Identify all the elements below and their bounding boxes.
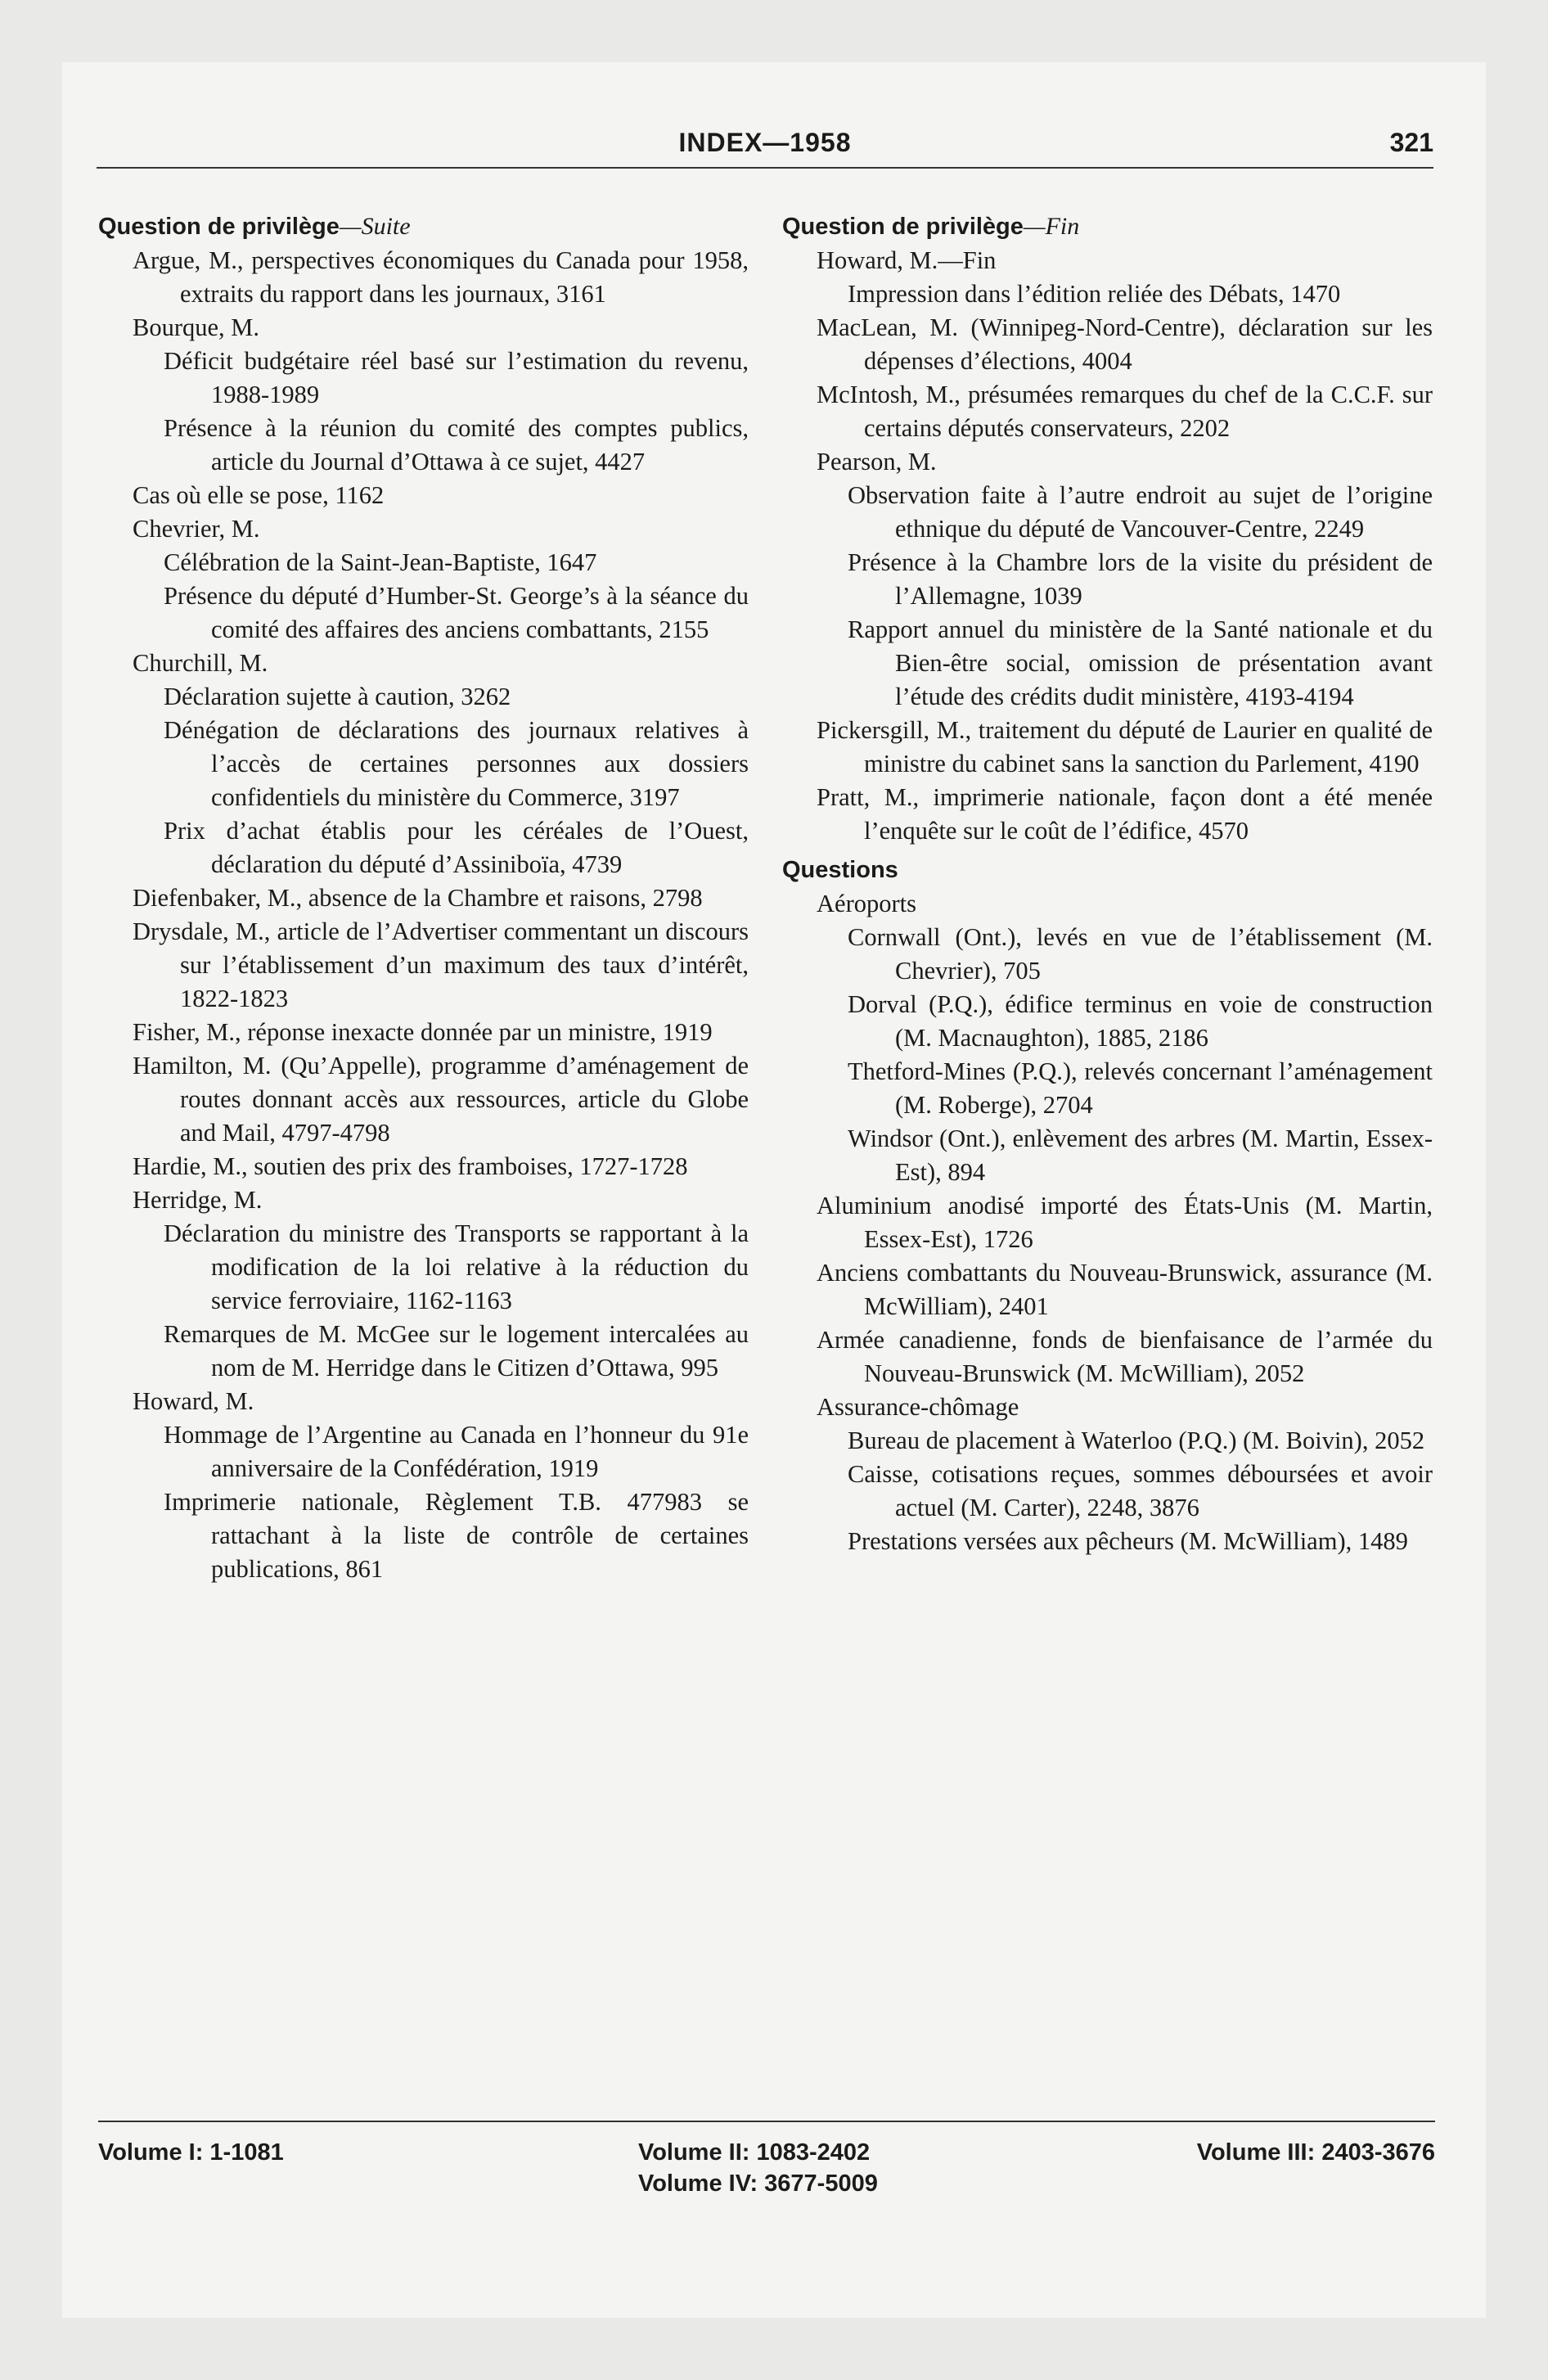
left-column: [98, 210, 749, 1586]
heading-text: Question de privilège: [782, 214, 1024, 240]
index-entry: McIntosh, M., présumées remarques du chef de la C.C.F. sur certains députés conservateurs, 2202: [817, 381, 1433, 442]
volume-footer: [98, 2121, 1435, 2197]
index-entry: Pratt, M., imprimerie nationale, façon dont a été menée l’enquête sur le coût de l’édifice, 4570: [817, 783, 1433, 845]
index-entry: Fisher, M., réponse inexacte donnée par un ministre, 1919: [133, 1018, 713, 1046]
heading-suffix: —Fin: [1023, 213, 1080, 240]
left-entries: [98, 244, 749, 1586]
volume-3: Volume III: 2403-3676: [1196, 2139, 1435, 2166]
index-entry: Anciens combattants du Nouveau-Brunswick, assurance (M. McWilliam), 2401: [817, 1259, 1433, 1320]
index-entry: Windsor (Ont.), enlèvement des arbres (M. Martin, Essex-Est), 894: [848, 1125, 1433, 1186]
questions-entries: [782, 887, 1433, 1558]
index-entry: Remarques de M. McGee sur le logement intercalées au nom de M. Herridge dans le Citizen d’Ottawa, 995: [164, 1320, 749, 1382]
index-entry: Pickersgill, M., traitement du député de Laurier en qualité de ministre du cabinet sans la sanction du Parlement, 4190: [817, 716, 1433, 778]
index-entry: Célébration de la Saint-Jean-Baptiste, 1647: [164, 548, 597, 576]
index-page: [62, 62, 1486, 2318]
index-entry: Caisse, cotisations reçues, sommes déboursées et avoir actuel (M. Carter), 2248, 3876: [848, 1460, 1433, 1521]
index-entry: Armée canadienne, fonds de bienfaisance de l’armée du Nouveau-Brunswick (M. McWilliam), 2052: [817, 1326, 1433, 1387]
index-entry: Rapport annuel du ministère de la Santé nationale et du Bien-être social, omission de présentation avant l’étude des crédits dudit ministère, 4193-4194: [848, 615, 1433, 710]
index-entry: Drysdale, M., article de l’Advertiser commentant un discours sur l’établissement d’un maximum des taux d’intérêt, 1822-1823: [133, 917, 749, 1012]
index-entry: Présence du député d’Humber-St. George’s à la séance du comité des affaires des anciens combattants, 2155: [164, 582, 749, 643]
index-entry: Hardie, M., soutien des prix des framboises, 1727-1728: [133, 1152, 688, 1180]
section-heading-left: [98, 210, 749, 244]
index-entry: Prestations versées aux pêcheurs (M. McWilliam), 1489: [848, 1527, 1408, 1555]
index-entry: Assurance-chômage: [817, 1393, 1019, 1421]
index-entry: Dorval (P.Q.), édifice terminus en voie de construction (M. Macnaughton), 1885, 2186: [848, 990, 1433, 1052]
index-entry: Pearson, M.: [817, 448, 937, 476]
index-entry: Observation faite à l’autre endroit au sujet de l’origine ethnique du député de Vancouver-Centre, 2249: [848, 481, 1433, 543]
page-header: [97, 121, 1433, 169]
index-entry: Howard, M.—Fin: [817, 246, 997, 274]
index-entry: Impression dans l’édition reliée des Débats, 1470: [848, 280, 1341, 308]
index-entry: Bureau de placement à Waterloo (P.Q.) (M. Boivin), 2052: [848, 1427, 1425, 1454]
index-entry: Chevrier, M.: [133, 515, 260, 543]
index-entry: Argue, M., perspectives économiques du Canada pour 1958, extraits du rapport dans les journaux, 3161: [133, 246, 749, 308]
index-entry: Hommage de l’Argentine au Canada en l’honneur du 91e anniversaire de la Confédération, 1919: [164, 1421, 749, 1482]
index-entry: Présence à la réunion du comité des comptes publics, article du Journal d’Ottawa à ce sujet, 4427: [164, 414, 749, 476]
right-column: [782, 210, 1433, 1558]
index-entry: Churchill, M.: [133, 649, 268, 677]
heading-text: Question de privilège: [98, 214, 340, 240]
page-title: INDEX—1958: [678, 128, 852, 157]
index-entry: Hamilton, M. (Qu’Appelle), programme d’aménagement de routes donnant accès aux ressources, article du Globe and Mail, 4797-4798: [133, 1052, 749, 1147]
index-entry: Bourque, M.: [133, 313, 260, 341]
index-entry: MacLean, M. (Winnipeg-Nord-Centre), déclaration sur les dépenses d’élections, 4004: [817, 313, 1433, 375]
section-heading-right: [782, 210, 1433, 244]
volume-4: Volume IV: 3677-5009: [638, 2170, 878, 2197]
index-entry: Herridge, M.: [133, 1186, 263, 1214]
index-entry: Thetford-Mines (P.Q.), relevés concernant l’aménagement (M. Roberge), 2704: [848, 1057, 1433, 1119]
index-entry: Aluminium anodisé importé des États-Unis (M. Martin, Essex-Est), 1726: [817, 1192, 1433, 1253]
index-entry: Déclaration du ministre des Transports se rapportant à la modification de la loi relative à la réduction du service ferroviaire, 1162-1163: [164, 1219, 749, 1314]
index-entry: Howard, M.: [133, 1387, 254, 1415]
index-entry: Aéroports: [817, 890, 916, 917]
section-heading-questions: Questions: [782, 857, 898, 883]
volume-2-4: [638, 2137, 878, 2199]
index-entry: Prix d’achat établis pour les céréales de l’Ouest, déclaration du député d’Assiniboïa, 4739: [164, 817, 749, 878]
index-entry: Déclaration sujette à caution, 3262: [164, 683, 511, 710]
volume-2: Volume II: 1083-2402: [638, 2139, 871, 2166]
index-entry: Cornwall (Ont.), levés en vue de l’établissement (M. Chevrier), 705: [848, 923, 1433, 985]
index-entry: Déficit budgétaire réel basé sur l’estimation du revenu, 1988-1989: [164, 347, 749, 408]
volume-1: Volume I: 1-1081: [98, 2139, 284, 2166]
index-entry: Présence à la Chambre lors de la visite du président de l’Allemagne, 1039: [848, 548, 1433, 610]
index-entry: Cas où elle se pose, 1162: [133, 481, 385, 509]
heading-suffix: —Suite: [339, 213, 411, 240]
index-entry: Diefenbaker, M., absence de la Chambre et raisons, 2798: [133, 884, 703, 912]
page-number: 321: [1389, 128, 1433, 157]
right-entries: [782, 244, 1433, 848]
index-entry: Dénégation de déclarations des journaux relatives à l’accès de certaines personnes aux dossiers confidentiels du ministère du Commerce, 3197: [164, 716, 749, 811]
index-entry: Imprimerie nationale, Règlement T.B. 477983 se rattachant à la liste de contrôle de certaines publications, 861: [164, 1488, 749, 1583]
